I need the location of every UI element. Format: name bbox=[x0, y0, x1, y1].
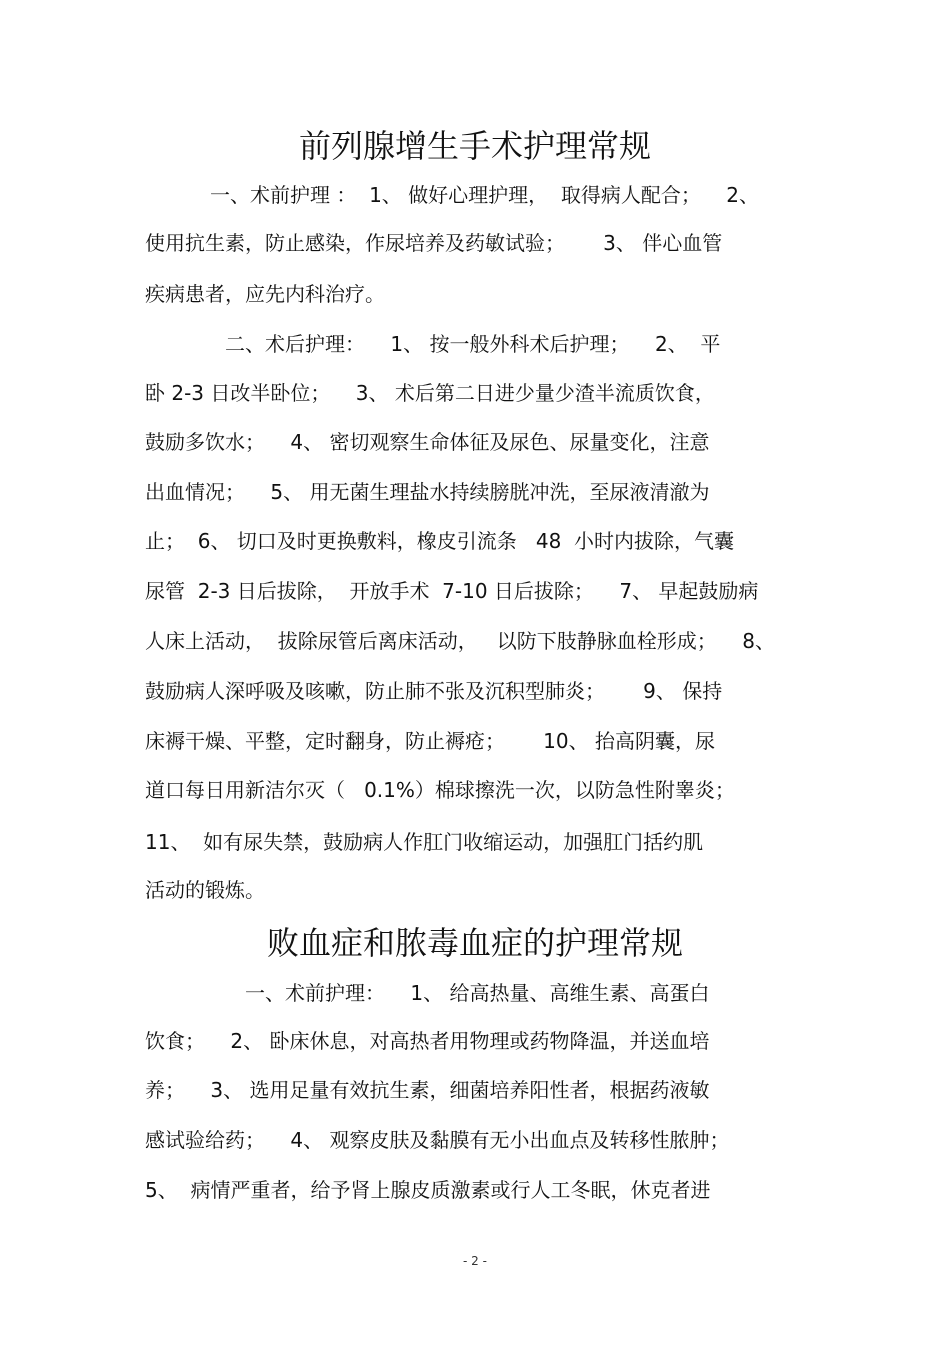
section1-line: 出血情况； 5、 用无菌生理盐水持续膀胱冲洗，至尿液清澈为 bbox=[145, 480, 710, 504]
page-number: - 2 - bbox=[463, 1254, 487, 1268]
section1-line: 人床上活动， 拔除尿管后离床活动， 以防下肢静脉血栓形成； 8、 bbox=[145, 629, 775, 653]
section2-line: 5、 病情严重者，给予肾上腺皮质激素或行人工冬眠，休克者进 bbox=[145, 1178, 711, 1202]
section1-line: 止； 6、 切口及时更换敷料，橡皮引流条 48 小时内拔除，气囊 bbox=[145, 529, 735, 553]
section2-line: 养； 3、 选用足量有效抗生素，细菌培养阳性者，根据药液敏 bbox=[145, 1078, 710, 1102]
section1-line: 尿管 2-3 日后拔除， 开放手术 7-10 日后拔除； 7、 早起鼓励病 bbox=[145, 579, 759, 603]
section1-line: 活动的锻炼。 bbox=[145, 878, 265, 902]
section1-line: 一、术前护理 ： 1、 做好心理护理， 取得病人配合； 2、 bbox=[210, 183, 760, 207]
section1-line: 道口每日用新洁尔灭（ 0.1%）棉球擦洗一次，以防急性附睾炎； bbox=[145, 778, 735, 802]
section1-line: 鼓励病人深呼吸及咳嗽，防止肺不张及沉积型肺炎； 9、 保持 bbox=[145, 679, 723, 703]
section2-title: 败血症和脓毒血症的护理常规 bbox=[266, 924, 683, 962]
section1-line: 鼓励多饮水； 4、 密切观察生命体征及尿色、尿量变化，注意 bbox=[145, 430, 710, 454]
section1-line: 二、术后护理： 1、 按一般外科术后护理； 2、 平 bbox=[225, 332, 721, 356]
section1-line: 卧 2-3 日改半卧位； 3、 术后第二日进少量少渣半流质饮食， bbox=[145, 381, 715, 405]
section1-line: 疾病患者，应先内科治疗。 bbox=[145, 282, 385, 306]
section1-line: 11、 如有尿失禁，鼓励病人作肛门收缩运动，加强肛门括约肌 bbox=[145, 830, 704, 854]
section1-line: 床褥干燥、平整，定时翻身，防止褥疮； 10、 抬高阴囊，尿 bbox=[145, 729, 715, 753]
section2-line: 饮食； 2、 卧床休息，对高热者用物理或药物降温，并送血培 bbox=[145, 1029, 710, 1053]
section1-line: 使用抗生素，防止感染，作尿培养及药敏试验； 3、 伴心血管 bbox=[145, 231, 723, 255]
section1-title: 前列腺增生手术护理常规 bbox=[298, 127, 651, 165]
section2-line: 感试验给药； 4、 观察皮肤及黏膜有无小出血点及转移性脓肿； bbox=[145, 1128, 730, 1152]
section2-line: 一、术前护理： 1、 给高热量、高维生素、高蛋白 bbox=[245, 981, 710, 1005]
